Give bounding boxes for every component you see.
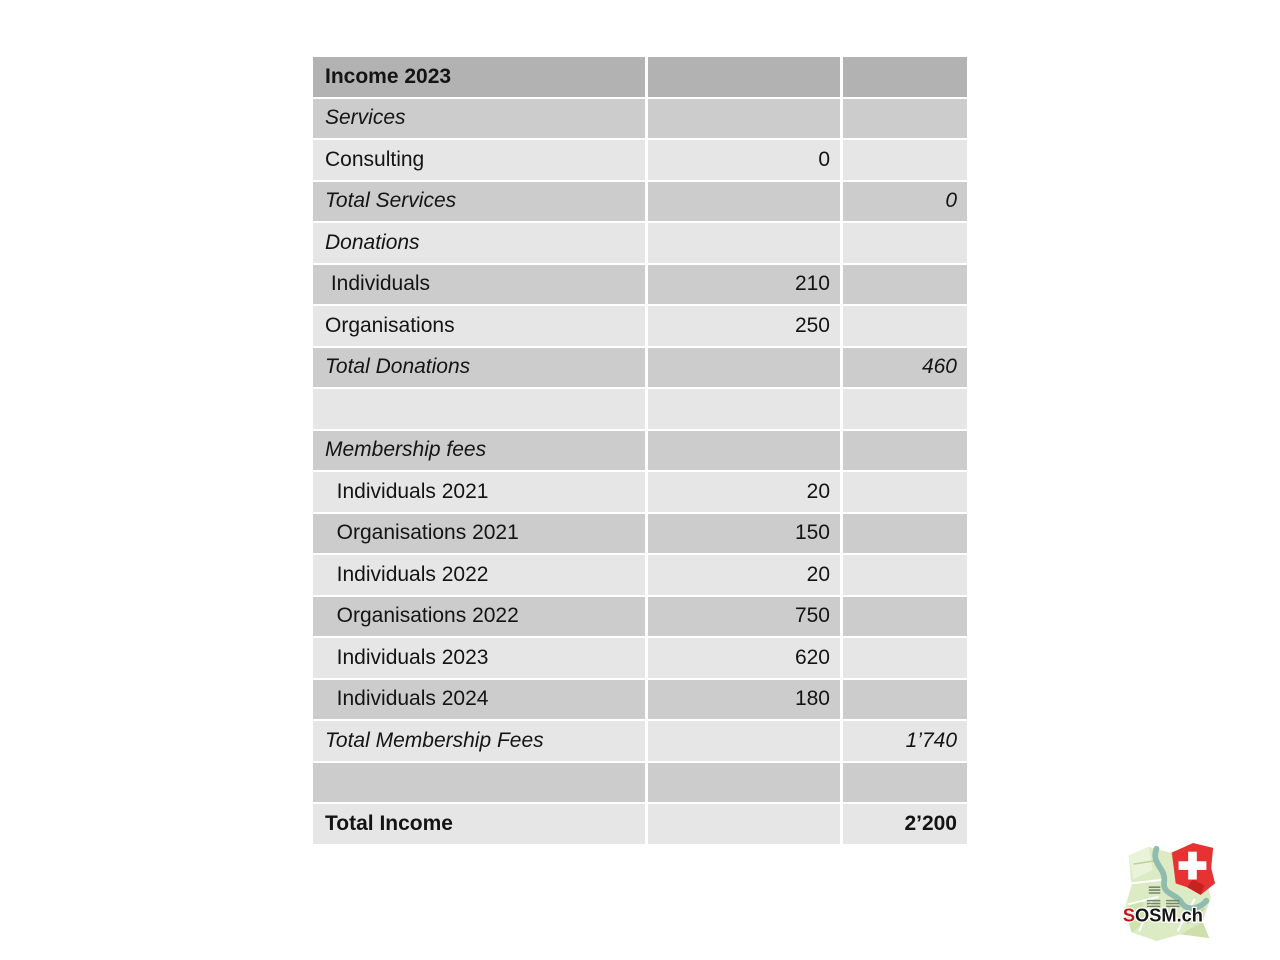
row-total — [843, 306, 967, 346]
income-table-body — [313, 57, 967, 844]
row-total — [843, 638, 967, 678]
row-label — [313, 389, 645, 429]
row-amount — [648, 348, 840, 388]
row-amount: 150 — [648, 514, 840, 554]
sosm-logo — [1120, 841, 1216, 943]
row-amount: 20 — [648, 555, 840, 595]
table-row — [313, 763, 967, 803]
row-amount: 210 — [648, 265, 840, 305]
row-label: Donations — [313, 223, 645, 263]
row-label: Total Membership Fees — [313, 721, 645, 761]
row-total: 0 — [843, 182, 967, 222]
row-label — [313, 763, 645, 803]
row-amount — [648, 389, 840, 429]
row-amount: 620 — [648, 638, 840, 678]
sosm-logo-text — [1123, 905, 1203, 926]
row-total — [843, 763, 967, 803]
table-row — [313, 140, 967, 180]
row-total — [843, 431, 967, 471]
table-row — [313, 389, 967, 429]
row-label: Membership fees — [313, 431, 645, 471]
row-label: Individuals 2021 — [313, 472, 645, 512]
row-total — [843, 472, 967, 512]
table-row — [313, 182, 967, 222]
table-row — [313, 514, 967, 554]
table-row — [313, 99, 967, 139]
row-label: Individuals — [313, 265, 645, 305]
row-label: Individuals 2023 — [313, 638, 645, 678]
row-label: Total Donations — [313, 348, 645, 388]
table-row — [313, 265, 967, 305]
row-amount: 750 — [648, 597, 840, 637]
row-total — [843, 597, 967, 637]
row-label: Income 2023 — [313, 57, 645, 97]
table-row — [313, 721, 967, 761]
table-row — [313, 680, 967, 720]
row-total — [843, 57, 967, 97]
row-amount — [648, 182, 840, 222]
row-amount — [648, 223, 840, 263]
row-total: 2’200 — [843, 804, 967, 844]
table-row — [313, 306, 967, 346]
row-total — [843, 555, 967, 595]
row-label: Total Income — [313, 804, 645, 844]
table-row — [313, 431, 967, 471]
row-label: Organisations — [313, 306, 645, 346]
row-total — [843, 223, 967, 263]
row-total: 1’740 — [843, 721, 967, 761]
row-label: Individuals 2024 — [313, 680, 645, 720]
row-total — [843, 140, 967, 180]
row-amount: 180 — [648, 680, 840, 720]
row-label: Individuals 2022 — [313, 555, 645, 595]
logo-text-s: S — [1122, 904, 1136, 926]
table-row — [313, 638, 967, 678]
row-amount: 20 — [648, 472, 840, 512]
row-label: Total Services — [313, 182, 645, 222]
row-total: 460 — [843, 348, 967, 388]
row-total — [843, 265, 967, 305]
row-label: Organisations 2022 — [313, 597, 645, 637]
table-row — [313, 555, 967, 595]
table-row — [313, 472, 967, 512]
sosm-logo-graphic — [1120, 841, 1216, 943]
row-amount — [648, 763, 840, 803]
row-amount — [648, 57, 840, 97]
row-label: Organisations 2021 — [313, 514, 645, 554]
table-row — [313, 597, 967, 637]
row-amount: 250 — [648, 306, 840, 346]
row-total — [843, 680, 967, 720]
row-total — [843, 99, 967, 139]
row-amount — [648, 721, 840, 761]
row-amount — [648, 99, 840, 139]
row-amount: 0 — [648, 140, 840, 180]
row-total — [843, 389, 967, 429]
table-row — [313, 348, 967, 388]
table-row — [313, 57, 967, 97]
income-table — [310, 55, 970, 846]
row-label: Consulting — [313, 140, 645, 180]
table-row — [313, 804, 967, 844]
row-label: Services — [313, 99, 645, 139]
row-amount — [648, 431, 840, 471]
row-total — [843, 514, 967, 554]
income-table-container — [310, 55, 970, 846]
logo-text-rest: OSM.ch — [1135, 904, 1203, 926]
table-row — [313, 223, 967, 263]
row-amount — [648, 804, 840, 844]
